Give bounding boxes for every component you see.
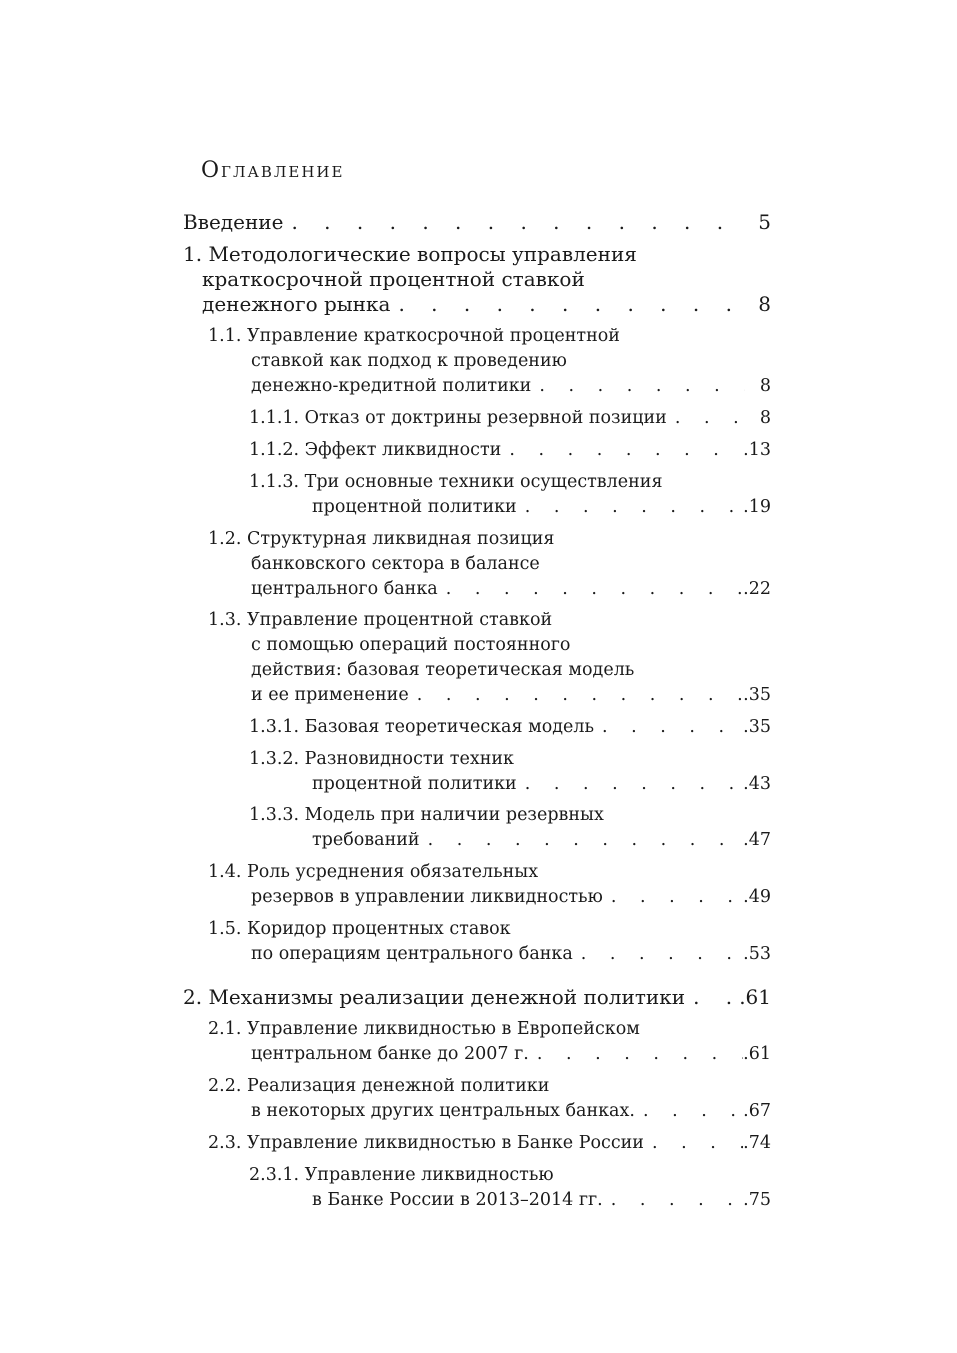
- toc-entry-title: резервов в управлении ликвидностью: [251, 887, 603, 907]
- toc-entry-title: 2.3. Управление ликвидностью в Банке России: [208, 1133, 644, 1153]
- toc-entry[interactable]: [183, 210, 771, 235]
- toc-entry[interactable]: [183, 242, 771, 317]
- dot-leader: [517, 772, 743, 797]
- dot-leader: [420, 828, 744, 853]
- toc-entry[interactable]: [208, 324, 771, 399]
- toc-entry[interactable]: [208, 608, 771, 708]
- toc-page-number: 8: [759, 376, 771, 396]
- toc-page-number: .75: [743, 1190, 771, 1210]
- toc-entry[interactable]: [208, 1074, 771, 1124]
- toc-entry-title: банковского сектора в балансе: [251, 554, 540, 574]
- toc-entry-title: по операциям центрального банка: [251, 944, 573, 964]
- toc-page-number: 8: [759, 408, 771, 428]
- toc-entry[interactable]: [249, 406, 771, 431]
- toc-entry-title: в Банке России в 2013–2014 гг.: [312, 1190, 603, 1210]
- toc-page-number: .35: [743, 685, 771, 705]
- dot-leader: [635, 1099, 743, 1124]
- dot-leader: [644, 1131, 743, 1156]
- toc-entry[interactable]: [249, 747, 771, 797]
- toc-entry-title: 2. Механизмы реализации денежной политики: [183, 985, 686, 1009]
- toc-entry[interactable]: [208, 527, 771, 602]
- toc-entry-title: Введение: [183, 210, 284, 234]
- toc-page-number: .22: [743, 579, 771, 599]
- toc-page-number: .47: [743, 830, 771, 850]
- toc-entry-title: ставкой как подход к проведению: [251, 351, 567, 371]
- toc-entry[interactable]: [249, 1163, 771, 1213]
- toc-entry-title: денежно-кредитной политики: [251, 376, 532, 396]
- toc-entry-title: центральном банке до 2007 г.: [251, 1044, 529, 1064]
- toc-entry-title: 2.2. Реализация денежной политики: [208, 1076, 550, 1096]
- toc-entry-title: 1.1.3. Три основные техники осуществления: [249, 472, 663, 492]
- page-title: Оглавление: [201, 158, 345, 183]
- toc-page-number: .74: [743, 1133, 771, 1153]
- toc-entry-title: требований: [312, 830, 420, 850]
- dot-leader: [390, 292, 747, 317]
- dot-leader: [531, 374, 745, 399]
- dot-leader: [517, 495, 743, 520]
- toc-entry[interactable]: [249, 470, 771, 520]
- toc-entry-title: 1.2. Структурная ликвидная позиция: [208, 529, 555, 549]
- toc-entry-title: 1.4. Роль усреднения обязательных: [208, 862, 539, 882]
- toc-entry[interactable]: [183, 985, 771, 1010]
- toc-entry-title: с помощью операций постоянного: [251, 635, 571, 655]
- toc-entry[interactable]: [208, 917, 771, 967]
- toc-entry-title: 1.1.2. Эффект ликвидности: [249, 440, 502, 460]
- toc-entry-title: 1.3.3. Модель при наличии резервных: [249, 805, 604, 825]
- toc-entry-title: 1.3.2. Разновидности техник: [249, 749, 514, 769]
- toc-page-number: .19: [743, 497, 771, 517]
- toc-entry[interactable]: [249, 803, 771, 853]
- dot-leader: [283, 210, 747, 235]
- toc-page-number: .49: [743, 887, 771, 907]
- toc-entry-title: и ее применение: [251, 685, 409, 705]
- toc-page-number: .67: [743, 1101, 771, 1121]
- toc-page-number: .61: [739, 985, 771, 1009]
- dot-leader: [667, 406, 745, 431]
- toc-page-number: .13: [743, 440, 771, 460]
- toc-entry-title: в некоторых других центральных банках.: [251, 1101, 635, 1121]
- dot-leader: [603, 1188, 743, 1213]
- toc-entry-title: 2.1. Управление ликвидностью в Европейском: [208, 1019, 640, 1039]
- dot-leader: [573, 942, 743, 967]
- toc-entry-title: 1.1. Управление краткосрочной процентной: [208, 326, 620, 346]
- toc-entry-title: 2.3.1. Управление ликвидностью: [249, 1165, 554, 1185]
- toc-entry-title: краткосрочной процентной ставкой: [202, 267, 585, 291]
- dot-leader: [529, 1042, 743, 1067]
- toc-entry-title: центрального банка: [251, 579, 438, 599]
- toc-entry[interactable]: [249, 438, 771, 463]
- toc-entry-title: процентной политики: [312, 774, 517, 794]
- toc-entry[interactable]: [208, 1017, 771, 1067]
- toc-entry-title: 1.3. Управление процентной ставкой: [208, 610, 553, 630]
- toc-entry-title: 1.3.1. Базовая теоретическая модель: [249, 717, 595, 737]
- toc-page-number: .43: [743, 774, 771, 794]
- toc-page-number: .53: [743, 944, 771, 964]
- dot-leader: [685, 985, 739, 1010]
- dot-leader: [409, 683, 743, 708]
- toc-entry-title: действия: базовая теоретическая модель: [251, 660, 635, 680]
- toc-entry-title: 1.5. Коридор процентных ставок: [208, 919, 511, 939]
- toc-page-number: .35: [743, 717, 771, 737]
- toc-entry[interactable]: [208, 1131, 771, 1156]
- toc-entry-title: денежного рынка: [202, 292, 391, 316]
- toc-entry[interactable]: [249, 715, 771, 740]
- toc-entry[interactable]: [208, 860, 771, 910]
- toc-entry-title: 1.1.1. Отказ от доктрины резервной позиции: [249, 408, 667, 428]
- toc-page-number: 8: [758, 292, 771, 316]
- toc-entry-title: процентной политики: [312, 497, 517, 517]
- dot-leader: [594, 715, 743, 740]
- dot-leader: [603, 885, 743, 910]
- toc-entry-title: 1. Методологические вопросы управления: [183, 242, 637, 266]
- dot-leader: [438, 577, 743, 602]
- dot-leader: [501, 438, 743, 463]
- toc-page-number: .61: [743, 1044, 771, 1064]
- toc-page-number: 5: [758, 210, 771, 234]
